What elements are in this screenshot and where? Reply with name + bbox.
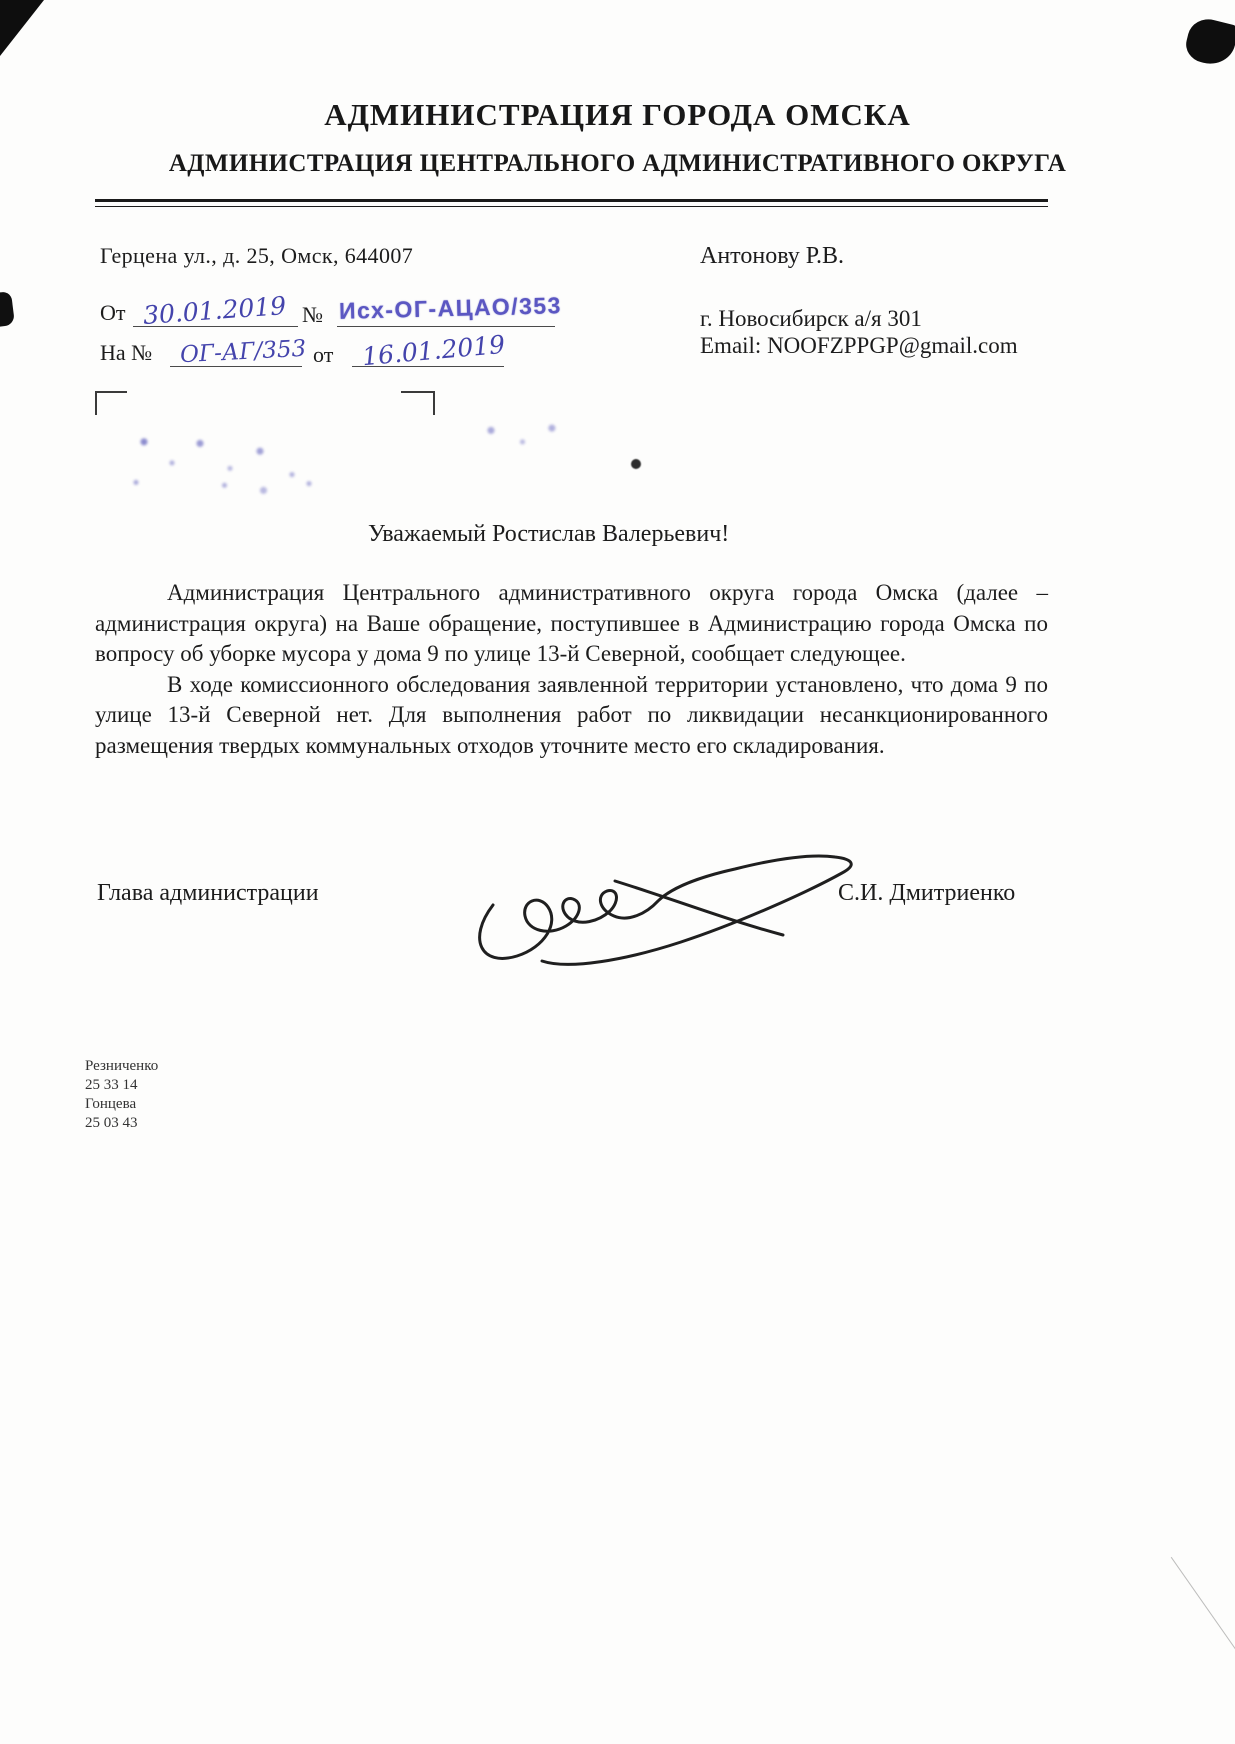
executors-block: [85, 1057, 158, 1133]
address-window-corner-left: [95, 391, 127, 415]
reply-to-label: На №: [100, 340, 153, 365]
number-sign-label: №: [302, 302, 323, 327]
incoming-date-label: от: [313, 342, 334, 367]
blue-ink-smudge: [205, 470, 335, 504]
executor-phone: 25 03 43: [85, 1115, 138, 1131]
scan-artifact-left-edge: [0, 291, 15, 327]
executor-name: Резниченко: [85, 1058, 159, 1074]
outgoing-date-line: [133, 291, 298, 330]
scan-artifact-top-left: [0, 0, 44, 56]
blue-ink-smudge: [470, 412, 575, 458]
handwritten-signature: [465, 843, 875, 983]
letter-body: [95, 578, 1048, 761]
signer-name: С.И. Дмитриенко: [838, 880, 1016, 906]
sender-address: Герцена ул., д. 25, Омск, 644007: [100, 243, 414, 268]
outgoing-number-line: [337, 292, 563, 327]
address-window-corner-right: [401, 391, 435, 415]
from-label: От: [100, 300, 126, 325]
body-paragraph-2: В ходе комиссионного обследования заявленной территории установлено, что дома 9 по улице 13-й Северной нет. Для выполнения работ по ликвидации несанкционированного размещения твердых коммунальных отходов уточните место его складирования.: [95, 671, 1048, 758]
executor-phone: 25 33 14: [85, 1077, 138, 1093]
ink-dot-artifact: [631, 459, 641, 469]
recipient-name: Антонову Р.В.: [700, 243, 845, 269]
recipient-address: г. Новосибирск а/я 301: [700, 306, 922, 331]
outgoing-date-handwritten: 30.01.2019: [142, 291, 287, 330]
incoming-number-handwritten: ОГ-АГ/353: [179, 335, 307, 369]
incoming-number-line: [170, 335, 307, 369]
signer-position-title: Глава администрации: [97, 880, 319, 906]
outgoing-number-stamp: Исх-ОГ-АЦАО/353: [338, 292, 563, 324]
executor-name: Гонцева: [85, 1096, 137, 1112]
organization-subtitle: АДМИНИСТРАЦИЯ ЦЕНТРАЛЬНОГО АДМИНИСТРАТИВНОГО ОКРУГА: [168, 150, 1067, 177]
scan-artifact-top-right: [1182, 15, 1235, 69]
recipient-email: Email: NOOFZPPGP@gmail.com: [700, 333, 1018, 358]
organization-title: АДМИНИСТРАЦИЯ ГОРОДА ОМСКА: [324, 97, 911, 132]
incoming-date-handwritten: 16.01.2019: [361, 329, 507, 372]
salutation: Уважаемый Ростислав Валерьевич!: [368, 521, 730, 547]
letterhead-divider-line: [95, 199, 1048, 207]
body-paragraph-1: Администрация Центрального административного округа города Омска (далее – администрация округа) на Ваше обращение, поступившее в Администрацию города Омска по вопросу об уборке мусора у дома 9 по улице 13-й Северной, сообщает следующее.: [95, 580, 1048, 666]
scan-artifact-bottom-right: [1171, 1557, 1235, 1744]
incoming-date-line: [352, 329, 507, 372]
